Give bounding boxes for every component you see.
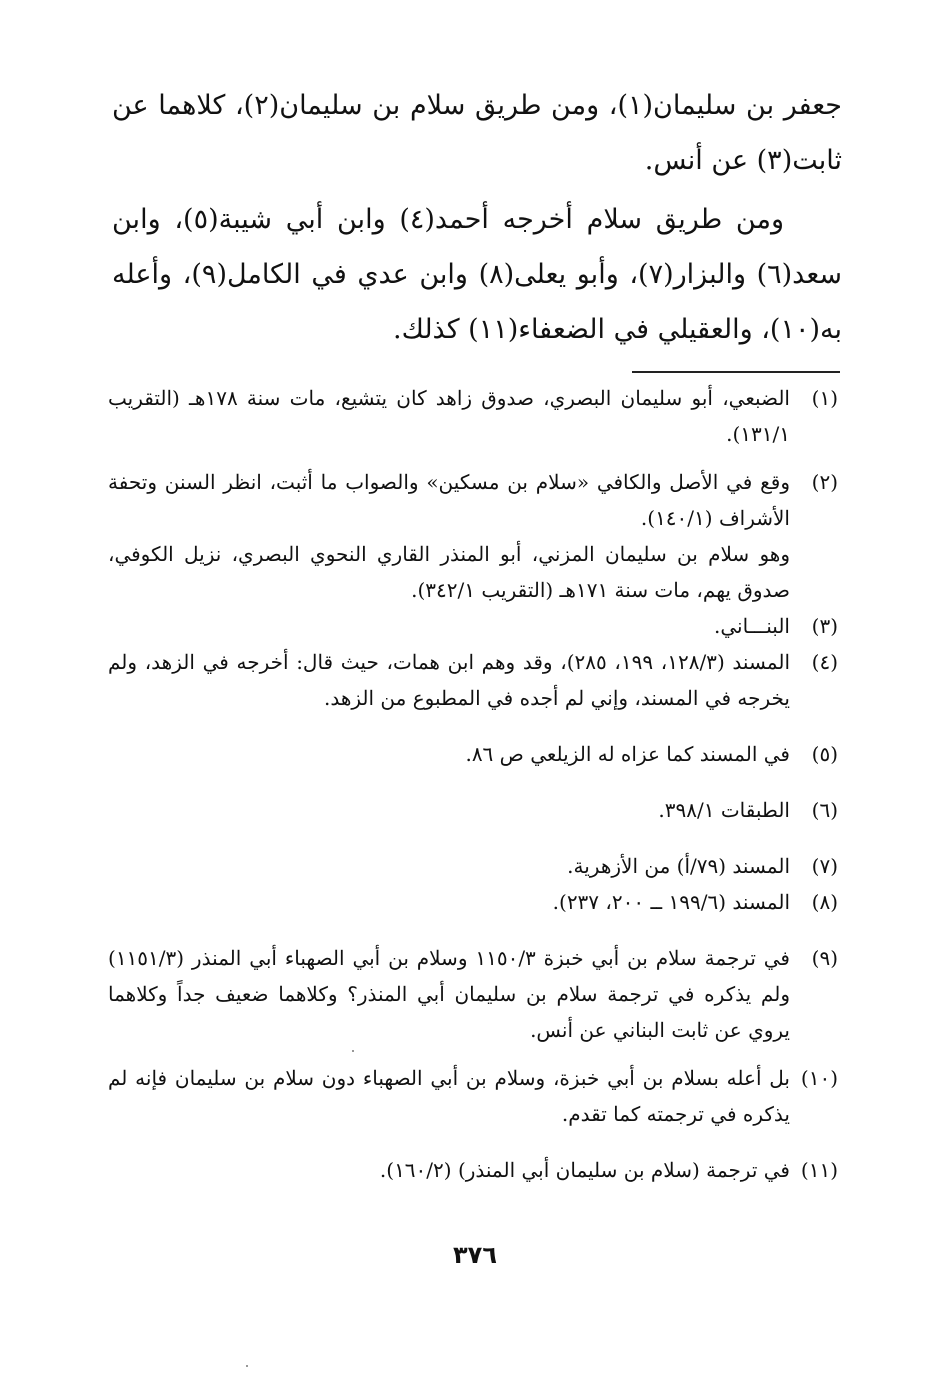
footnote-10 — [108, 1060, 838, 1132]
footnote-7 — [108, 848, 838, 884]
footnote-2-continuation: وهو سلام بن سليمان المزني، أبو المنذر القاري النحوي البصري، نزيل الكوفي، صدوق يهم، مات سنة ١٧١هـ (التقريب ٣٤٢/١). — [108, 542, 790, 602]
footnote-6 — [108, 792, 838, 828]
footnote-5 — [108, 736, 838, 772]
footnote-text: بل أعله بسلام بن أبي خبزة، وسلام بن أبي الصهباء دون سلام بن سليمان فإنه لم يذكره في ترجمته كما تقدم. — [108, 1066, 790, 1126]
footnote-text: في المسند كما عزاه له الزيلعي ص ٨٦. — [465, 742, 790, 766]
footnote-text: البنـــاني. — [714, 614, 790, 638]
footnote-4 — [108, 644, 838, 716]
page-number: ٣٧٦ — [453, 1241, 497, 1269]
footnote-11 — [108, 1152, 838, 1188]
main-paragraph-2: ومن طريق سلام أخرجه أحمد(٤) وابن أبي شيبة(٥)، وابن سعد(٦) والبزار(٧)، وأبو يعلى(٨) وابن عدي في الكامل(٩)، وأعله به(١٠)، والعقيلي في الضعفاء(١١) كذلك. — [112, 204, 842, 345]
footnote-1 — [108, 380, 838, 452]
footnote-number: (٧) — [811, 854, 838, 878]
footnote-text: المسند (١٩٩/٦ ــ ٢٠٠، ٢٣٧). — [552, 890, 790, 914]
footnote-divider — [632, 371, 840, 373]
footnote-9 — [108, 940, 838, 1048]
footnote-text: الطبقات ٣٩٨/١. — [658, 798, 790, 822]
footnote-text: المسند (١٢٨/٣، ١٩٩، ٢٨٥)، وقد وهم ابن همات، حيث قال: أخرجه في الزهد، ولم يخرجه في المسند، وإني لم أجده في المطبوع من الزهد. — [108, 650, 790, 710]
footnote-number: (٩) — [811, 946, 838, 970]
footnote-3 — [108, 608, 838, 644]
footnote-number: (٣) — [811, 614, 838, 638]
footnote-number: (١١) — [800, 1158, 838, 1182]
footnote-number: (١٠) — [800, 1066, 838, 1090]
footnote-number: (٥) — [811, 742, 838, 766]
main-text — [112, 78, 842, 361]
footnote-8 — [108, 884, 838, 920]
footnote-number: (١) — [811, 386, 838, 410]
footnote-text: في ترجمة (سلام بن سليمان أبي المنذر) (١٦٠/٢). — [379, 1158, 790, 1182]
scan-speck — [246, 1365, 248, 1367]
footnotes — [108, 380, 838, 1188]
footnote-text: الضبعي، أبو سليمان البصري، صدوق زاهد كان يتشيع، مات سنة ١٧٨هـ (التقريب ١٣١/١). — [108, 386, 790, 446]
footnote-number: (٤) — [811, 650, 838, 674]
main-paragraph-1: جعفر بن سليمان(١)، ومن طريق سلام بن سليمان(٢)، كلاهما عن ثابت(٣) عن أنس. — [112, 90, 842, 176]
footnote-text: في ترجمة سلام بن أبي خبزة ١١٥٠/٣ وسلام بن أبي الصهباء أبي المنذر (١١٥١/٣) ولم يذكره في ترجمة سلام بن سليمان أبي المنذر؟ وكلاهما ضعيف جداً وكلاهما يروي عن ثابت البناني عن أنس. — [108, 946, 790, 1042]
footnote-number: (٦) — [811, 798, 838, 822]
footnote-text: المسند (٧٩/أ) من الأزهرية. — [567, 854, 790, 878]
footnote-text: وقع في الأصل والكافي «سلام بن مسكين» والصواب ما أثبت، انظر السنن وتحفة الأشراف (١٤٠/١). — [108, 470, 790, 530]
footnote-number: (٨) — [811, 890, 838, 914]
scan-speck — [352, 1050, 354, 1052]
footnote-2 — [108, 464, 838, 536]
footnote-number: (٢) — [811, 470, 838, 494]
